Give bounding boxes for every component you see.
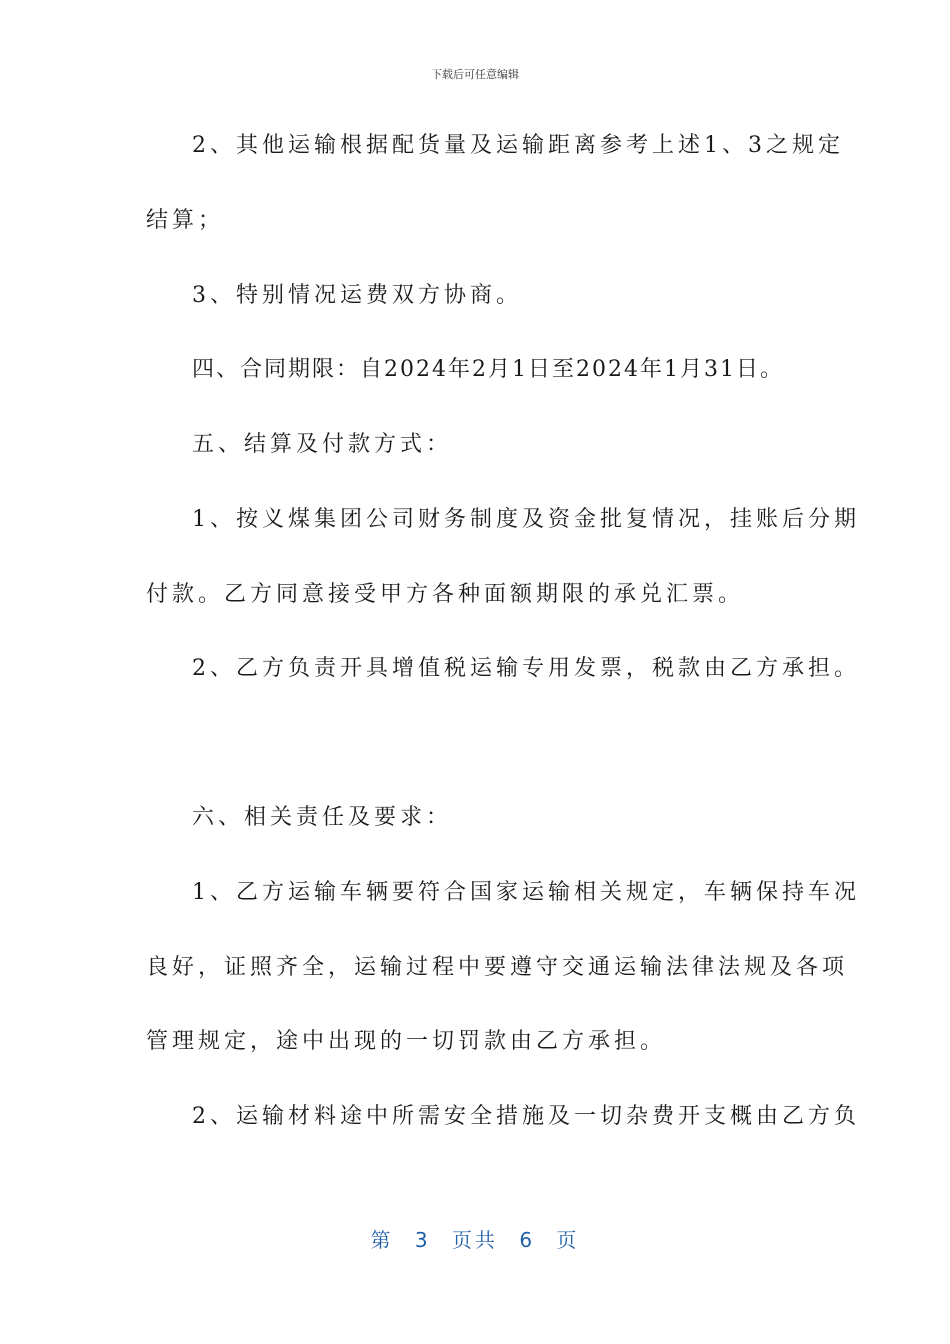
section-heading: 五、结算及付款方式： bbox=[192, 432, 453, 457]
paragraph-line: 结算； bbox=[146, 208, 225, 233]
paragraph-line: 管理规定，途中出现的一切罚款由乙方承担。 bbox=[146, 1029, 667, 1054]
paragraph-line: 良好，证照齐全，运输过程中要遵守交通运输法律法规及各项 bbox=[146, 955, 849, 980]
paragraph-line: 1、乙方运输车辆要符合国家运输相关规定，车辆保持车况 bbox=[192, 880, 860, 905]
paragraph-line: 2、乙方负责开具增值税运输专用发票，税款由乙方承担。 bbox=[192, 656, 860, 681]
page-number: 第 3 页共 6 页 bbox=[370, 1228, 580, 1252]
section-heading: 六、相关责任及要求： bbox=[192, 805, 453, 830]
paragraph-line: 2、运输材料途中所需安全措施及一切杂费开支概由乙方负 bbox=[192, 1104, 860, 1129]
paragraph-line: 付款。乙方同意接受甲方各种面额期限的承兑汇票。 bbox=[146, 582, 745, 607]
paragraph-line: 2、其他运输根据配货量及运输距离参考上述1、3之规定 bbox=[192, 133, 844, 158]
paragraph-line: 3、特别情况运费双方协商。 bbox=[192, 283, 522, 308]
paragraph-line: 1、按义煤集团公司财务制度及资金批复情况，挂账后分期 bbox=[192, 507, 860, 532]
header-note: 下载后可任意编辑 bbox=[431, 68, 519, 81]
paragraph-line: 四、合同期限：自2024年2月1日至2024年1月31日。 bbox=[192, 357, 784, 382]
